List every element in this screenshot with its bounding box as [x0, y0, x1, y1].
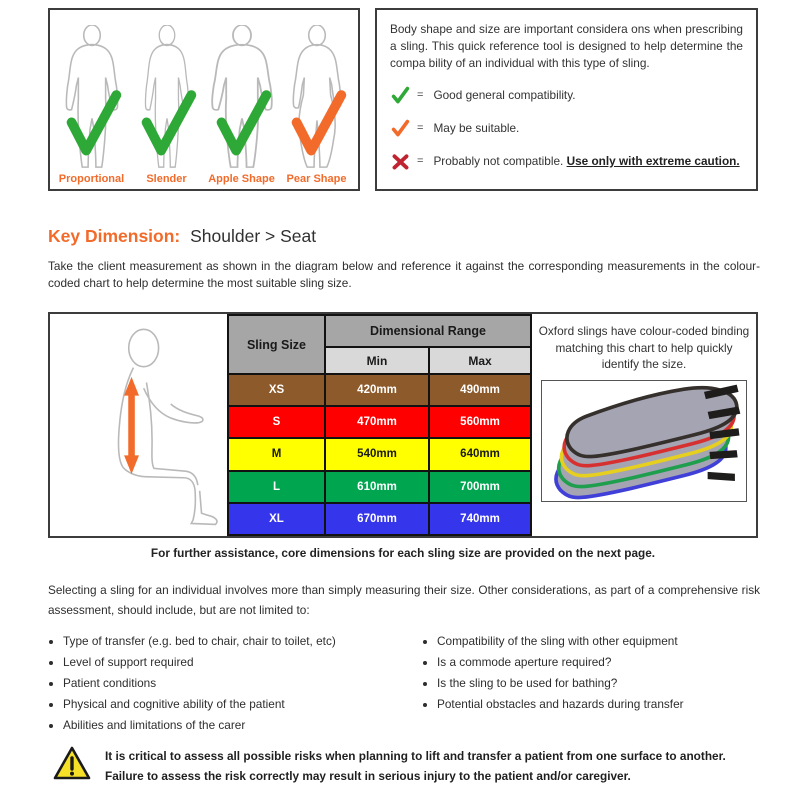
legend-not-compatible [390, 151, 743, 171]
max-cell: 700mm [429, 471, 531, 503]
list-item: • Physical and cognitive ability of the patient [63, 694, 410, 715]
compatibility-panel [375, 8, 758, 191]
body-shape-label: Proportional [58, 173, 125, 185]
orange-check-icon [390, 118, 410, 138]
person-outline-icon [59, 25, 125, 171]
min-cell: 670mm [325, 503, 429, 535]
considerations-list-left [50, 631, 410, 736]
equals-sign: = [417, 89, 424, 101]
compatibility-intro: Body shape and size are important considera ons when prescribing a sling. This quick reference tool is designed to help determine the compa bility of an individual with this type of sling. [390, 22, 743, 70]
list-item: • Is the sling to be used for bathing? [437, 673, 764, 694]
sling-photo [541, 380, 747, 502]
further-assistance-note: For further assistance, core dimensions for each sling size are provided on the next page. [150, 546, 656, 560]
red-cross-icon [390, 151, 410, 171]
size-cell: M [228, 438, 325, 470]
body-shapes-figures [54, 16, 354, 185]
list-item: • Abilities and limitations of the carer [63, 715, 410, 736]
legend-text: May be suitable. [433, 121, 520, 135]
max-cell: 490mm [429, 374, 531, 406]
legend-good-compatibility [390, 85, 743, 105]
table-row-l [228, 471, 531, 503]
legend-text: Good general compatibility. [433, 88, 576, 102]
person-outline-icon [209, 25, 275, 171]
list-item: • Patient conditions [63, 673, 410, 694]
max-cell: 560mm [429, 406, 531, 438]
warning-text [105, 746, 726, 786]
legend-text-plain: Probably not compatible. [433, 154, 567, 168]
list-item: • Type of transfer (e.g. bed to chair, chair to toilet, etc) [63, 631, 410, 652]
table-row-xs [228, 374, 531, 406]
green-check-icon [146, 95, 191, 150]
size-cell: XL [228, 503, 325, 535]
sizing-panel [48, 312, 758, 538]
considerations-list-right [424, 631, 764, 715]
list-item: • Potential obstacles and hazards during transfer [437, 694, 764, 715]
table-row-m [228, 438, 531, 470]
warning-line-2: Failure to assess the risk correctly may result in serious injury to the patient and/or caregiver. [105, 769, 631, 783]
list-item: • Level of support required [63, 652, 410, 673]
size-cell: S [228, 406, 325, 438]
measurement-diagram [50, 314, 227, 536]
body-shape-proportional [55, 25, 129, 185]
table-row-s [228, 406, 531, 438]
min-cell: 540mm [325, 438, 429, 470]
min-cell: 420mm [325, 374, 429, 406]
person-outline-icon [134, 25, 200, 171]
key-dimension-value: Shoulder > Seat [190, 226, 317, 246]
instruction-paragraph: Take the client measurement as shown in the diagram below and reference it against the corresponding measurements in the colour-coded chart to help determine the most suitable sling size. [48, 259, 760, 290]
body-shape-pear [280, 25, 354, 185]
col-header-max: Max [429, 347, 531, 374]
table-row-xl [228, 503, 531, 535]
body-shapes-panel [48, 8, 360, 191]
equals-sign: = [417, 155, 424, 167]
size-cell: L [228, 471, 325, 503]
green-check-icon [221, 95, 266, 150]
legend-may-be-suitable [390, 118, 743, 138]
body-shape-apple [205, 25, 279, 185]
col-header-min: Min [325, 347, 429, 374]
col-header-sling-size: Sling Size [228, 315, 325, 374]
body-shape-slender [130, 25, 204, 185]
shoulder-seat-arrow [124, 377, 139, 474]
body-shape-label: Apple Shape [208, 173, 275, 185]
warning-icon [52, 745, 92, 787]
max-cell: 640mm [429, 438, 531, 470]
min-cell: 470mm [325, 406, 429, 438]
size-cell: XS [228, 374, 325, 406]
binding-note: Oxford slings have colour-coded binding matching this chart to help quickly identify the size. [538, 324, 750, 371]
max-cell: 740mm [429, 503, 531, 535]
binding-note-panel [532, 314, 756, 536]
min-cell: 610mm [325, 471, 429, 503]
list-item: • Is a commode aperture required? [437, 652, 764, 673]
col-header-dimensional-range: Dimensional Range [325, 315, 531, 347]
legend-text [433, 154, 739, 168]
warning-line-1: It is critical to assess all possible risks when planning to lift and transfer a patient from one surface to another. [105, 749, 726, 763]
body-shape-label: Slender [146, 173, 187, 185]
equals-sign: = [417, 122, 424, 134]
legend-text-emphasis: Use only with extreme caution. [566, 154, 740, 168]
risk-warning [52, 745, 758, 787]
green-check-icon [390, 85, 410, 105]
body-shape-label: Pear Shape [286, 173, 347, 185]
key-dimension-label: Key Dimension: [48, 226, 181, 246]
list-item: • Compatibility of the sling with other equipment [437, 631, 764, 652]
sling-size-table [227, 314, 532, 536]
person-outline-icon [284, 25, 350, 171]
section-heading [48, 226, 316, 247]
selection-paragraph: Selecting a sling for an individual involves more than simply measuring their size. Other considerations, as part of a comprehensive risk assessment, should include, but are not limited to: [48, 583, 760, 617]
